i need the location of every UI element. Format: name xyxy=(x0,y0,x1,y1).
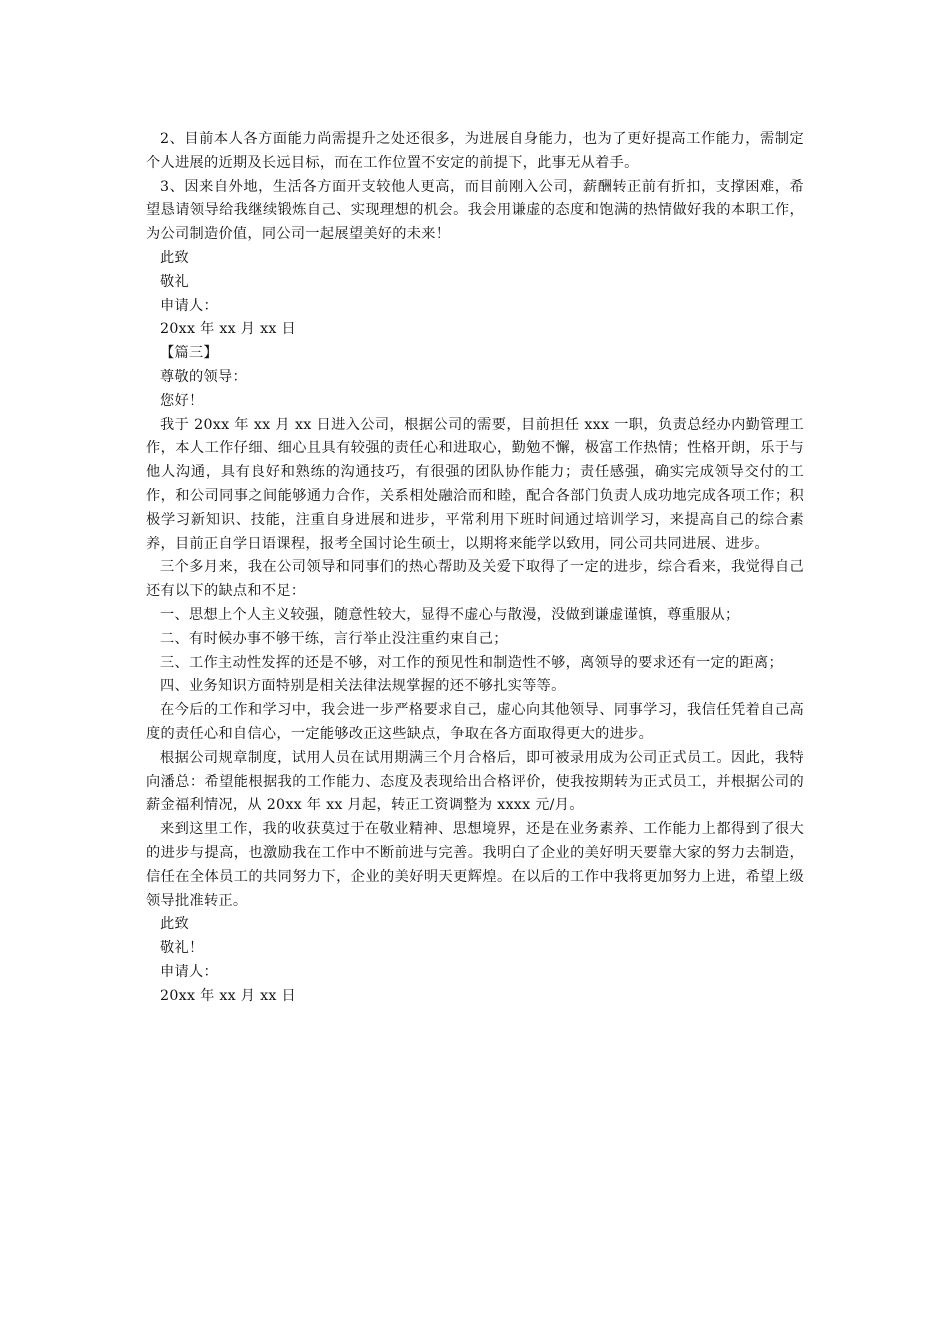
date-line-2: 20xx 年 xx 月 xx 日 xyxy=(160,987,296,1004)
closing-regards-2: 敬礼！ xyxy=(160,940,204,957)
shortcoming-item-1: 一、思想上个人主义较强，随意性较大，显得不虚心与散漫，没做到谦虚谨慎，尊重服从； xyxy=(160,606,740,623)
body-paragraph-plan: 在今后的工作和学习中，我会进一步严格要求自己，虚心向其他领导、同事学习，我信任凭着自己高度的责任心和自信心，一定能够改正这些缺点，争取在各方面取得更大的进步。 xyxy=(146,702,804,742)
shortcoming-item-2: 二、有时候办事不够干练，言行举止没注重约束自己； xyxy=(160,630,508,647)
paragraph-item-3: 3、因来自外地，生活各方面开支较他人更高，而目前刚入公司，薪酬转正前有折扣，支撑困难，希望恳请领导给我继续锻炼自己、实现理想的机会。我会用谦虚的态度和饱满的热情做好我的本职工作，为公司制造价值，同公司一起展望美好的未来！ xyxy=(146,178,804,243)
greeting-recipient: 尊敬的领导： xyxy=(160,368,247,385)
applicant-label-2: 申请人： xyxy=(160,963,218,980)
document-body xyxy=(146,128,804,1008)
closing-salutation: 此致 xyxy=(160,249,189,266)
body-paragraph-request: 根据公司规章制度，试用人员在试用期满三个月合格后，即可被录用成为公司正式员工。因此，我特向潘总：希望能根据我的工作能力、态度及表现给出合格评价，使我按期转为正式员工，并根据公司的薪金福利情况，从 20xx 年 xx 月起，转正工资调整为 xxxx 元/月。 xyxy=(146,749,804,814)
shortcoming-item-4: 四、业务知识方面特别是相关法律法规掌握的还不够扎实等等。 xyxy=(160,678,566,695)
body-paragraph-progress: 三个多月来，我在公司领导和同事们的热心帮助及关爱下取得了一定的进步，综合看来，我觉得自己还有以下的缺点和不足： xyxy=(146,559,804,600)
body-paragraph-conclusion: 来到这里工作，我的收获莫过于在敬业精神、思想境界，还是在业务素养、工作能力上都得到了很大的进步与提高，也激励我在工作中不断前进与完善。我明白了企业的美好明天要靠大家的努力去制造，信任在全体员工的共同努力下，企业的美好明天更辉煌。在以后的工作中我将更加努力上进，希望上级领导批准转正。 xyxy=(146,821,804,909)
closing-salutation-2: 此致 xyxy=(160,916,189,933)
shortcoming-item-3: 三、工作主动性发挥的还是不够，对工作的预见性和制造性不够，离领导的要求还有一定的距离； xyxy=(160,654,783,671)
paragraph-item-2: 2、目前本人各方面能力尚需提升之处还很多，为进展自身能力，也为了更好提高工作能力，需制定个人进展的近期及长远目标，而在工作位置不安定的前提下，此事无从着手。 xyxy=(146,131,804,171)
body-paragraph-intro: 我于 20xx 年 xx 月 xx 日进入公司，根据公司的需要，目前担任 xxx 一职，负责总经办内勤管理工作，本人工作仔细、细心且具有较强的责任心和进取心，勤勉不懈，极富工作热情；性格开朗，乐于与他人沟通，具有良好和熟练的沟通技巧，有很强的团队协作能力；责任感强，确实完成领导交付的工作，和公司同事之间能够通力合作，关系相处融洽而和睦，配合各部门负责人成功地完成各项工作；积极学习新知识、技能，注重自身进展和进步，平常利用下班时间通过培训学习，来提高自己的综合素养，目前正自学日语课程，报考全国讨论生硕士，以期将来能学以致用，同公司共同进展、进步。 xyxy=(146,416,804,552)
section-heading: 【篇三】 xyxy=(160,345,218,362)
applicant-label: 申请人： xyxy=(160,297,218,314)
date-line: 20xx 年 xx 月 xx 日 xyxy=(160,321,296,338)
greeting-hello: 您好！ xyxy=(160,392,204,409)
closing-regards: 敬礼 xyxy=(160,273,189,290)
